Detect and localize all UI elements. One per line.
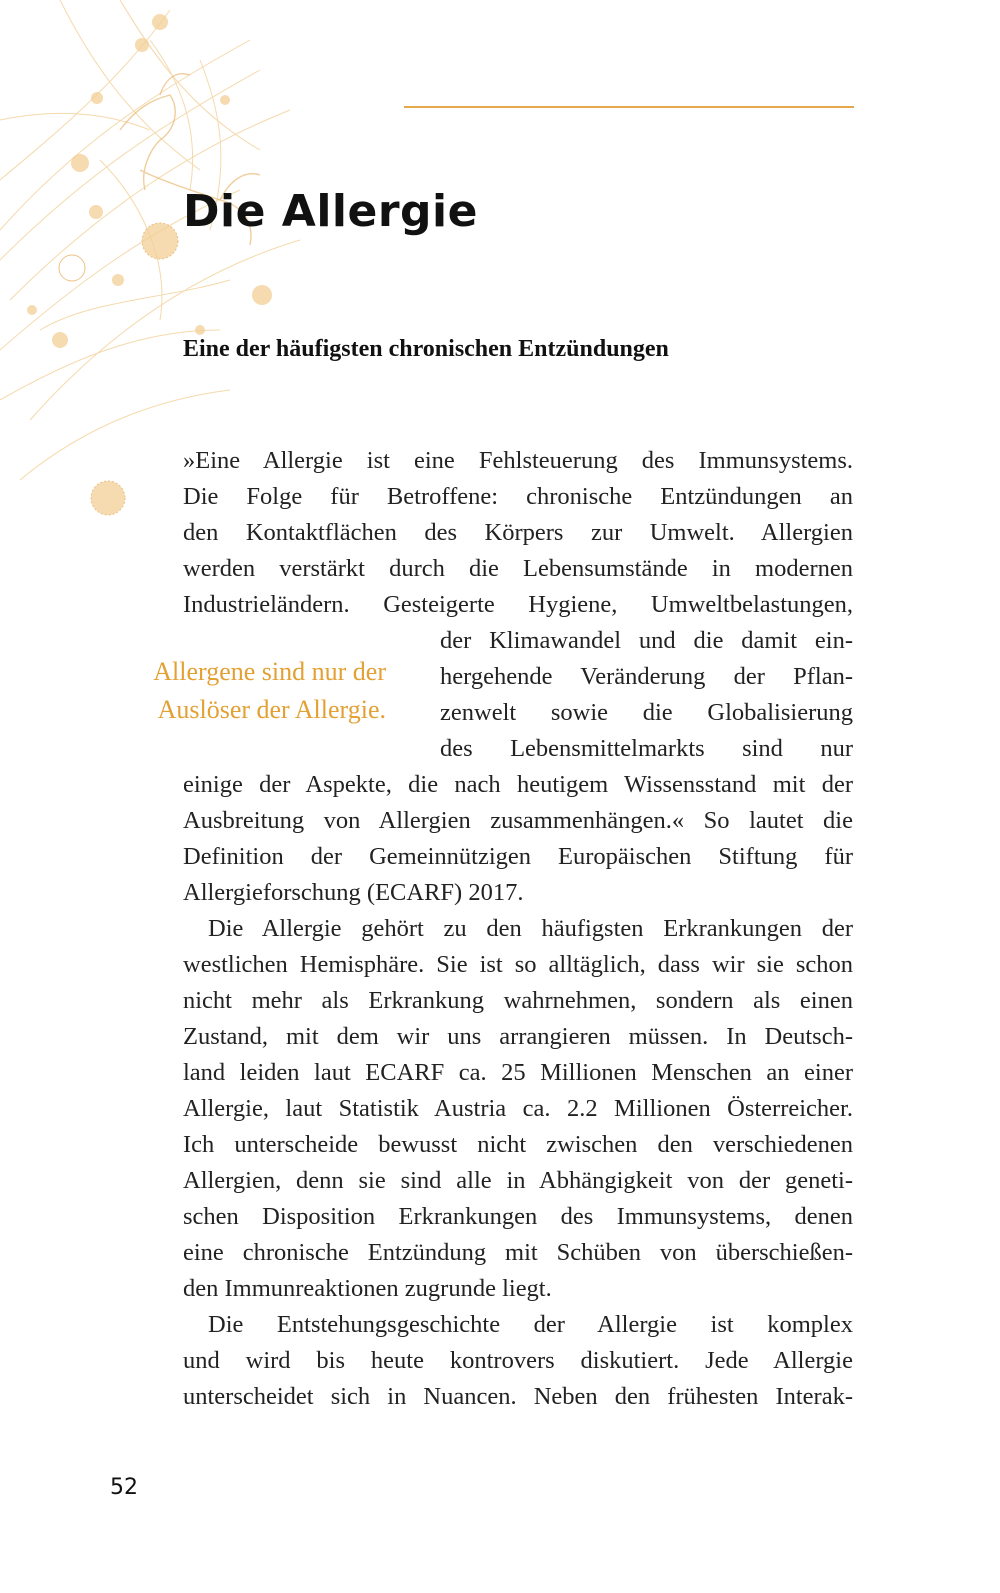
body-line: land leiden laut ECARF ca. 25 Millionen Menschen an einer bbox=[183, 1059, 853, 1086]
pull-quote-line: Auslöser der Allergie. bbox=[157, 695, 386, 724]
body-line: nicht mehr als Erkrankung wahrnehmen, sondern als einen bbox=[183, 987, 853, 1014]
body-line: »Eine Allergie ist eine Fehlsteuerung des Immunsystems. bbox=[183, 447, 853, 474]
body-line: hergehende Veränderung der Pflan- bbox=[440, 663, 853, 690]
accent-rule bbox=[404, 106, 854, 108]
body-line: Allergien, denn sie sind alle in Abhängigkeit von der geneti- bbox=[183, 1167, 853, 1194]
body-line: der Klimawandel und die damit ein- bbox=[440, 627, 853, 654]
body-line: den Kontaktflächen des Körpers zur Umwelt. Allergien bbox=[183, 519, 853, 546]
body-line: eine chronische Entzündung mit Schüben von überschießen- bbox=[183, 1239, 853, 1266]
body-line: Definition der Gemeinnützigen Europäischen Stiftung für bbox=[183, 843, 853, 870]
body-line: Industrieländern. Gesteigerte Hygiene, Umweltbelastungen, bbox=[183, 591, 853, 618]
body-line: des Lebensmittelmarkts sind nur bbox=[440, 735, 853, 762]
body-line: schen Disposition Erkrankungen des Immunsystems, denen bbox=[183, 1203, 853, 1230]
body-line: westlichen Hemisphäre. Sie ist so alltäglich, dass wir sie schon bbox=[183, 951, 853, 978]
body-line: Die Folge für Betroffene: chronische Entzündungen an bbox=[183, 483, 853, 510]
pull-quote-line: Allergene sind nur der bbox=[153, 657, 386, 686]
body-line: Die Allergie gehört zu den häufigsten Erkrankungen der bbox=[208, 915, 853, 942]
body-line: einige der Aspekte, die nach heutigem Wissensstand mit der bbox=[183, 771, 853, 798]
chapter-subtitle: Eine der häufigsten chronischen Entzündungen bbox=[183, 336, 669, 362]
body-line: den Immunreaktionen zugrunde liegt. bbox=[183, 1275, 552, 1302]
body-line: Allergie, laut Statistik Austria ca. 2.2 Millionen Österreicher. bbox=[183, 1095, 853, 1122]
body-line: Die Entstehungsgeschichte der Allergie ist komplex bbox=[208, 1311, 853, 1338]
body-line: werden verstärkt durch die Lebensumstände in modernen bbox=[183, 555, 853, 582]
body-line: Zustand, mit dem wir uns arrangieren müssen. In Deutsch- bbox=[183, 1023, 853, 1050]
body-line: zenwelt sowie die Globalisierung bbox=[440, 699, 853, 726]
page-number: 52 bbox=[110, 1475, 138, 1500]
body-line: Allergieforschung (ECARF) 2017. bbox=[183, 879, 524, 906]
body-line: unterscheidet sich in Nuancen. Neben den frühesten Interak- bbox=[183, 1383, 853, 1410]
chapter-title: Die Allergie bbox=[183, 186, 478, 237]
body-line: Ich unterscheide bewusst nicht zwischen den verschiedenen bbox=[183, 1131, 853, 1158]
body-line: Ausbreitung von Allergien zusammenhängen.« So lautet die bbox=[183, 807, 853, 834]
body-line: und wird bis heute kontrovers diskutiert. Jede Allergie bbox=[183, 1347, 853, 1374]
